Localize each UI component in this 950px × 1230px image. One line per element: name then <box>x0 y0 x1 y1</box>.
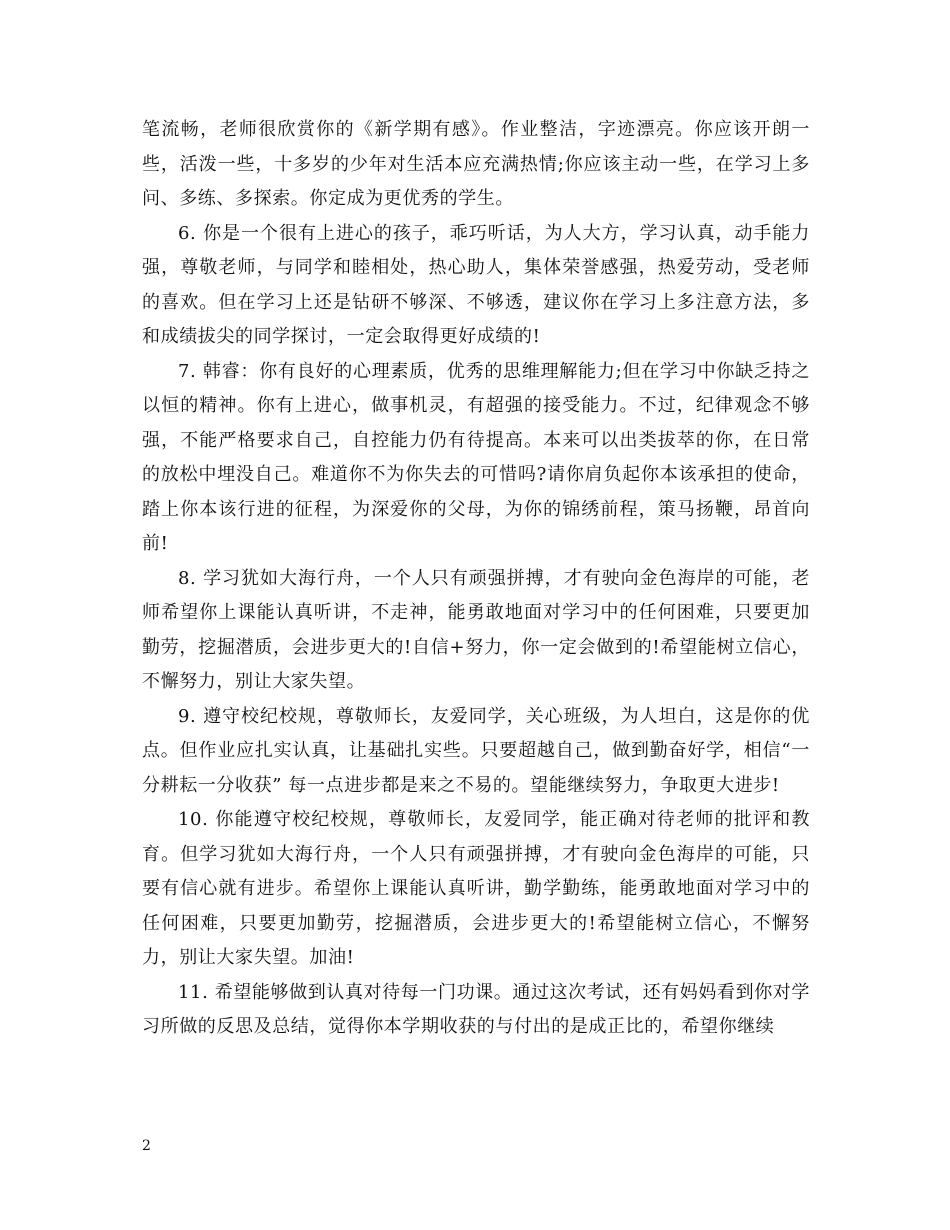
paragraph-item-6: 6. 你是一个很有上进心的孩子，乖巧听话，为人大方，学习认真，动手能力强，尊敬老师，与同学和睦相处，热心助人，集体荣誉感强，热爱劳动，受老师的喜欢。但在学习上还是钻研不够深、不够透，建议你在学习上多注意方法，多和成绩拔尖的同学探讨，一定会取得更好成绩的! <box>142 222 810 347</box>
document-body <box>142 113 810 1045</box>
paragraph-continued: 笔流畅，老师很欣赏你的《新学期有感》。作业整洁，字迹漂亮。你应该开朗一些，活泼一些，十多岁的少年对生活本应充满热情;你应该主动一些，在学习上多问、多练、多探索。你定成为更优秀的学生。 <box>142 119 810 209</box>
paragraph-item-7: 7. 韩睿：你有良好的心理素质，优秀的思维理解能力;但在学习中你缺乏持之以恒的精神。你有上进心，做事机灵，有超强的接受能力。不过，纪律观念不够强，不能严格要求自己，自控能力仍有待提高。本来可以出类拔萃的你，在日常的放松中埋没自己。难道你不为你失去的可惜吗?请你肩负起你本该承担的使命，踏上你本该行进的征程，为深爱你的父母，为你的锦绣前程，策马扬鞭，昂首向前! <box>142 360 810 554</box>
paragraph-item-10: 10. 你能遵守校纪校规，尊敬师长，友爱同学，能正确对待老师的批评和教育。但学习犹如大海行舟，一个人只有顽强拼搏，才有驶向金色海岸的可能，只要有信心就有进步。希望你上课能认真听讲，勤学勤练，能勇敢地面对学习中的任何困难，只要更加勤劳，挖掘潜质，会进步更大的!希望能树立信心，不懈努力，别让大家失望。加油! <box>142 809 810 968</box>
paragraph-item-8: 8. 学习犹如大海行舟，一个人只有顽强拼搏，才有驶向金色海岸的可能，老师希望你上课能认真听讲，不走神，能勇敢地面对学习中的任何困难，只要更加勤劳，挖掘潜质，会进步更大的!自信+努力，你一定会做到的!希望能树立信心，不懈努力，别让大家失望。 <box>142 567 810 692</box>
page-number: 2 <box>142 1138 151 1154</box>
paragraph-item-9: 9. 遵守校纪校规，尊敬师长，友爱同学，关心班级，为人坦白，这是你的优点。但作业应扎实认真，让基础扎实些。只要超越自己，做到勤奋好学，相信“一分耕耘一分收获” 每一点进步都是来之不易的。望能继续努力，争取更大进步! <box>142 705 810 796</box>
paragraph-item-11: 11. 希望能够做到认真对待每一门功课。通过这次考试，还有妈妈看到你对学习所做的反思及总结，觉得你本学期收获的与付出的是成正比的，希望你继续 <box>142 981 810 1037</box>
